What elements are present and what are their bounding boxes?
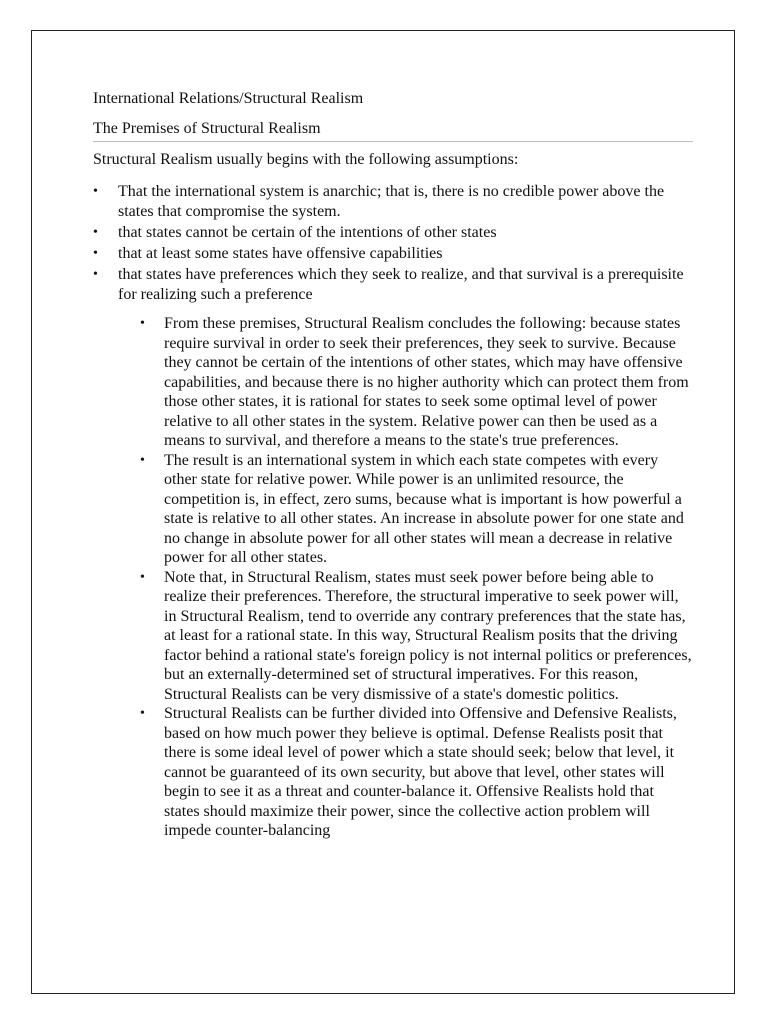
list-item-text: that states have preferences which they seek to realize, and that survival is a prerequisite for realizing such a preference [118, 266, 684, 303]
document-title: International Relations/Structural Realism [93, 90, 364, 107]
document-page [31, 30, 735, 994]
list-item: • That the international system is anarchic; that is, there is no credible power above the states that compromise the system. [93, 182, 693, 222]
intro-paragraph: Structural Realism usually begins with the following assumptions: [93, 151, 519, 168]
list-item: • Note that, in Structural Realism, states must seek power before being able to realize their preferences. Therefore, the structural imperative to seek power will, in Structural Realism, tend to override any contrary preferences that the state has, at least for a rational state. In this way, Structural Realism posits that the driving factor behind a rational state's foreign policy is not internal politics or preferences, but an externally-determined set of structural imperatives. For this reason, Structural Realists can be very dismissive of a state's domestic politics. [118, 568, 693, 705]
list-item [93, 265, 693, 841]
list-item: • From these premises, Structural Realism concludes the following: because states require survival in order to seek their preferences, they seek to survive. Because they cannot be certain of the intentions of other states, which may have offensive capabilities, and because there is no higher authority which can protect them from those other states, it is rational for states to seek some optimal level of power relative to all other states in the system. Relative power can then be used as a means to survival, and therefore a means to the state's true preferences. [118, 314, 693, 451]
list-item: • that at least some states have offensive capabilities [93, 244, 693, 264]
conclusions-list [118, 314, 693, 841]
list-item: • Structural Realists can be further divided into Offensive and Defensive Realists, based on how much power they believe is optimal. Defense Realists posit that there is some ideal level of power which a state should seek; below that level, it cannot be guaranteed of its own security, but above that level, other states will begin to see it as a threat and counter-balance it. Offensive Realists hold that states should maximize their power, since the collective action problem will impede counter-balancing [118, 704, 693, 841]
assumptions-list [93, 182, 693, 841]
list-item: • that states cannot be certain of the intentions of other states [93, 223, 693, 243]
section-heading: The Premises of Structural Realism [93, 119, 693, 142]
list-item: • The result is an international system in which each state competes with every other state for relative power. While power is an unlimited resource, the competition is, in effect, zero sums, because what is important is how powerful a state is relative to all other states. An increase in absolute power for one state and no change in absolute power for all other states will mean a decrease in relative power for all other states. [118, 451, 693, 568]
document-content [93, 89, 693, 842]
